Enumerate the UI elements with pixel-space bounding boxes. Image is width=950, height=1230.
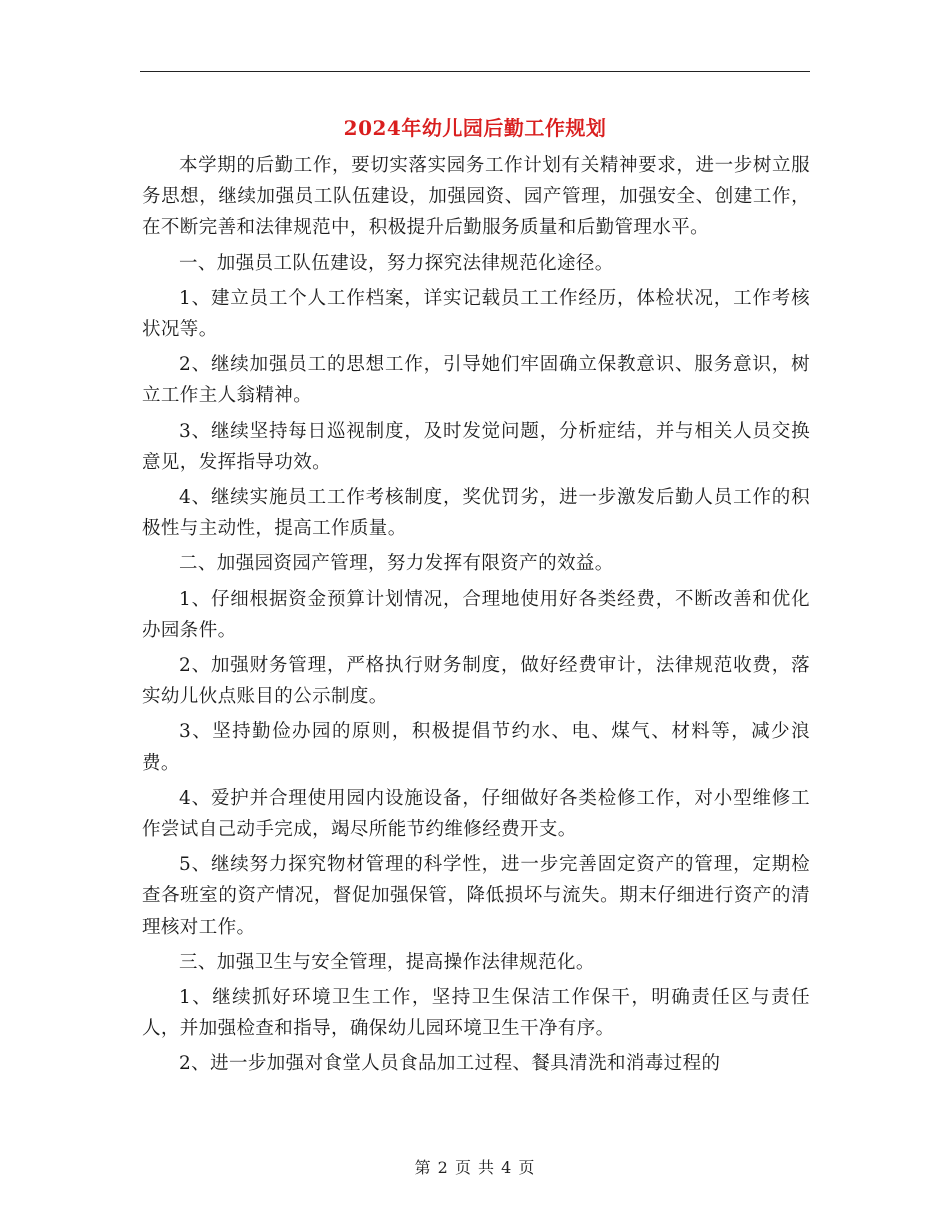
list-item: 1、继续抓好环境卫生工作，坚持卫生保洁工作保干，明确责任区与责任人，并加强检查和指导，确保幼儿园环境卫生干净有序。 bbox=[142, 987, 810, 1040]
header-rule bbox=[140, 71, 810, 72]
section-heading-2: 二、加强园资园产管理，努力发挥有限资产的效益。 bbox=[179, 553, 614, 575]
page-footer: 第 2 页 共 4 页 bbox=[414, 1158, 536, 1177]
list-item: 1、建立员工个人工作档案，详实记载员工工作经历，体检状况，工作考核状况等。 bbox=[142, 287, 810, 341]
list-item: 2、继续加强员工的思想工作，引导她们牢固确立保教意识、服务意识，树立工作主人翁精神。 bbox=[142, 354, 810, 407]
list-item: 3、继续坚持每日巡视制度，及时发觉问题，分析症结，并与相关人员交换意见，发挥指导功效。 bbox=[142, 420, 810, 473]
list-item: 1、仔细根据资金预算计划情况，合理地使用好各类经费，不断改善和优化办园条件。 bbox=[142, 588, 810, 641]
document-body bbox=[142, 150, 810, 1084]
list-item: 4、爱护并合理使用园内设施设备，仔细做好各类检修工作，对小型维修工作尝试自己动手完成，竭尽所能节约维修经费开支。 bbox=[142, 787, 810, 841]
document-title: 2024年幼儿园后勤工作规划 bbox=[343, 116, 607, 140]
section-heading-3: 三、加强卫生与安全管理，提高操作法律规范化。 bbox=[179, 951, 595, 973]
intro-paragraph: 本学期的后勤工作，要切实落实园务工作计划有关精神要求，进一步树立服务思想，继续加强员工队伍建设，加强园资、园产管理，加强安全、创建工作，在不断完善和法律规范中，积极提升后勤服务质量和后勤管理水平。 bbox=[142, 155, 810, 239]
list-item: 5、继续努力探究物材管理的科学性，进一步完善固定资产的管理，定期检查各班室的资产情况，督促加强保管，降低损坏与流失。期末仔细进行资产的清理核对工作。 bbox=[142, 854, 810, 938]
section-heading-1: 一、加强员工队伍建设，努力探究法律规范化途径。 bbox=[179, 252, 614, 274]
list-item: 4、继续实施员工工作考核制度，奖优罚劣，进一步激发后勤人员工作的积极性与主动性，提高工作质量。 bbox=[142, 487, 810, 540]
list-item: 2、加强财务管理，严格执行财务制度，做好经费审计，法律规范收费，落实幼儿伙点账目的公示制度。 bbox=[142, 655, 810, 708]
list-item: 3、坚持勤俭办园的原则，积极提倡节约水、电、煤气、材料等，减少浪费。 bbox=[142, 721, 810, 774]
list-item: 2、进一步加强对食堂人员食品加工过程、餐具清洗和消毒过程的 bbox=[179, 1053, 721, 1075]
